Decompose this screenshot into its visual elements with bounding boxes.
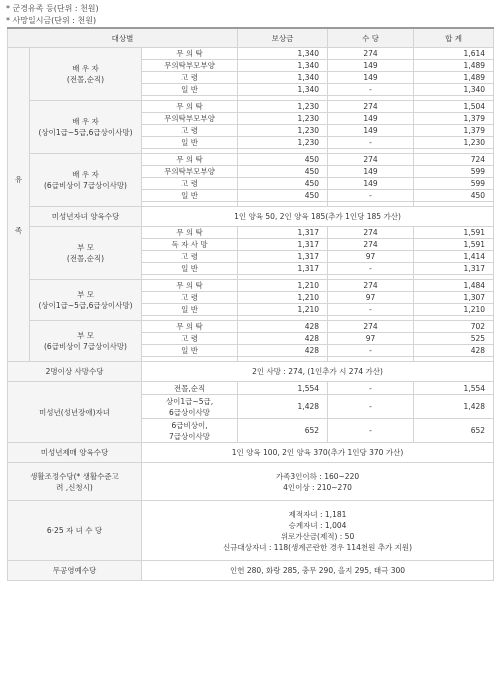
war625-row-value-line: 승계자녀 : 1,004 bbox=[288, 520, 347, 530]
sub-category-line: 7급상이사망 bbox=[169, 431, 211, 441]
header-allow: 수 당 bbox=[328, 28, 414, 48]
group-name-line: (6급비상이 7급상이사망) bbox=[44, 342, 127, 351]
header-target: 대상별 bbox=[8, 28, 238, 48]
comp-value: 1,230 bbox=[238, 113, 328, 125]
group-name-line: (전몰,순직) bbox=[66, 254, 105, 263]
total-value: 652 bbox=[414, 419, 494, 443]
allow-value: - bbox=[328, 304, 414, 316]
header-row bbox=[8, 28, 494, 48]
allow-value: - bbox=[328, 137, 414, 149]
allow-value: - bbox=[328, 345, 414, 357]
allow-value: 149 bbox=[328, 113, 414, 125]
two-plus-row bbox=[8, 362, 494, 382]
minor-allow-label: 미성년자녀 양육수당 bbox=[30, 207, 142, 227]
total-value: 599 bbox=[414, 166, 494, 178]
allow-value: 97 bbox=[328, 333, 414, 345]
pension-table bbox=[7, 27, 494, 581]
group-name-line: (전몰,순직) bbox=[66, 75, 105, 84]
sub-category: 고 령 bbox=[142, 333, 238, 345]
war625-row-value-line: 신규대상자녀 : 118(생계곤란한 경우 114천원 추가 지원) bbox=[223, 542, 412, 552]
comp-value: 450 bbox=[238, 190, 328, 202]
comp-value: 1,210 bbox=[238, 304, 328, 316]
sub-category: 독 자 사 망 bbox=[142, 239, 238, 251]
comp-value: 450 bbox=[238, 154, 328, 166]
allow-value: 274 bbox=[328, 321, 414, 333]
comp-value: 1,317 bbox=[238, 263, 328, 275]
header-total: 합 계 bbox=[414, 28, 494, 48]
comp-value: 428 bbox=[238, 333, 328, 345]
group-name-line: 부 모 bbox=[77, 243, 94, 252]
comp-value: 450 bbox=[238, 178, 328, 190]
sub-category: 고 령 bbox=[142, 292, 238, 304]
allow-value: 274 bbox=[328, 239, 414, 251]
sub-category: 일 반 bbox=[142, 84, 238, 96]
notes bbox=[6, 3, 99, 27]
table-row bbox=[8, 382, 494, 395]
total-value: 1,379 bbox=[414, 113, 494, 125]
comp-value: 652 bbox=[238, 419, 328, 443]
allow-value: 274 bbox=[328, 154, 414, 166]
total-value: 1,317 bbox=[414, 263, 494, 275]
allow-value: - bbox=[328, 395, 414, 419]
comp-value: 1,554 bbox=[238, 382, 328, 395]
group-name-line: 부 모 bbox=[77, 290, 94, 299]
table-row bbox=[8, 154, 494, 166]
sub-category: 고 령 bbox=[142, 251, 238, 263]
allow-value: 149 bbox=[328, 178, 414, 190]
side-label-yujok bbox=[8, 48, 30, 362]
total-value: 1,210 bbox=[414, 304, 494, 316]
group-name-line: (6급비상이 7급상이사망) bbox=[44, 181, 127, 190]
total-value: 1,484 bbox=[414, 280, 494, 292]
group-name bbox=[30, 280, 142, 321]
living-row-label-line: 생활조정수당(* 생활수준고 bbox=[30, 471, 119, 481]
allow-value: - bbox=[328, 190, 414, 202]
comp-value: 1,340 bbox=[238, 48, 328, 60]
two-plus-row-value: 2인 사망 : 274, (1인추가 시 274 가산) bbox=[142, 362, 494, 382]
total-value: 428 bbox=[414, 345, 494, 357]
comp-value: 1,230 bbox=[238, 101, 328, 113]
comp-value: 1,340 bbox=[238, 60, 328, 72]
total-value: 1,614 bbox=[414, 48, 494, 60]
comp-value: 428 bbox=[238, 345, 328, 357]
total-value: 599 bbox=[414, 178, 494, 190]
sub-category: 고 령 bbox=[142, 125, 238, 137]
sub-category: 일 반 bbox=[142, 304, 238, 316]
group-name-line: 부 모 bbox=[77, 331, 94, 340]
honor-row bbox=[8, 561, 494, 581]
sub-category: 무 의 탁 bbox=[142, 48, 238, 60]
total-value: 1,554 bbox=[414, 382, 494, 395]
total-value: 1,340 bbox=[414, 84, 494, 96]
minor-allow-value: 1인 양육 50, 2인 양육 185(추가 1인당 185 가산) bbox=[142, 207, 494, 227]
comp-value: 450 bbox=[238, 166, 328, 178]
sub-category: 일 반 bbox=[142, 345, 238, 357]
war625-row-label: 6·25 자 녀 수 당 bbox=[8, 501, 142, 561]
total-value: 1,504 bbox=[414, 101, 494, 113]
honor-row-value: 인헌 280, 화랑 285, 충무 290, 을지 295, 태극 300 bbox=[142, 561, 494, 581]
two-plus-row-label: 2명이상 사망수당 bbox=[8, 362, 142, 382]
sub-category bbox=[142, 419, 238, 443]
table-row bbox=[8, 101, 494, 113]
sibling-allow-row-label: 미성년제매 양육수당 bbox=[8, 443, 142, 463]
sibling-allow-row bbox=[8, 443, 494, 463]
minor-disabled-label: 미성년(성년장애)자녀 bbox=[8, 382, 142, 443]
total-value: 525 bbox=[414, 333, 494, 345]
total-value: 1,591 bbox=[414, 227, 494, 239]
sub-category: 무 의 탁 bbox=[142, 227, 238, 239]
allow-value: 149 bbox=[328, 72, 414, 84]
allow-value: 97 bbox=[328, 251, 414, 263]
allow-value: 274 bbox=[328, 280, 414, 292]
table-row bbox=[8, 280, 494, 292]
minor-allow-row bbox=[8, 207, 494, 227]
comp-value: 1,340 bbox=[238, 72, 328, 84]
sub-category-line: 6급상이사망 bbox=[169, 407, 211, 417]
group-name-line: 배 우 자 bbox=[72, 170, 99, 179]
group-name bbox=[30, 227, 142, 280]
allow-value: 274 bbox=[328, 227, 414, 239]
total-value: 450 bbox=[414, 190, 494, 202]
note-line: * 사망일시금(단위 : 천원) bbox=[6, 16, 97, 25]
sub-category: 무 의 탁 bbox=[142, 101, 238, 113]
sub-category: 무의탁부모부양 bbox=[142, 60, 238, 72]
group-name-line: (상이1급~5급,6급상이사망) bbox=[38, 301, 133, 310]
side-label-char: 유 bbox=[14, 174, 23, 184]
sub-category: 일 반 bbox=[142, 190, 238, 202]
war625-row bbox=[8, 501, 494, 561]
table-body bbox=[8, 48, 494, 581]
war625-row-value-line: 위로가산금(제적) : 50 bbox=[280, 531, 355, 541]
allow-value: 149 bbox=[328, 60, 414, 72]
sub-category bbox=[142, 395, 238, 419]
sub-category: 고 령 bbox=[142, 178, 238, 190]
living-row-value-line: 4인이상 : 210~270 bbox=[283, 482, 352, 492]
table-row bbox=[8, 48, 494, 60]
sibling-allow-row-value: 1인 양육 100, 2인 양육 370(추가 1인당 370 가산) bbox=[142, 443, 494, 463]
living-row-value bbox=[142, 463, 494, 501]
total-value: 702 bbox=[414, 321, 494, 333]
honor-row-label: 무공영예수당 bbox=[8, 561, 142, 581]
comp-value: 1,210 bbox=[238, 292, 328, 304]
allow-value: - bbox=[328, 382, 414, 395]
comp-value: 1,317 bbox=[238, 239, 328, 251]
total-value: 724 bbox=[414, 154, 494, 166]
sub-category: 일 반 bbox=[142, 263, 238, 275]
allow-value: - bbox=[328, 419, 414, 443]
allow-value: - bbox=[328, 263, 414, 275]
war625-row-value-line: 제적자녀 : 1,181 bbox=[288, 509, 347, 519]
table-row bbox=[8, 321, 494, 333]
note-line: * 군경유족 등(단위 : 천원) bbox=[6, 4, 99, 13]
total-value: 1,307 bbox=[414, 292, 494, 304]
allow-value: 149 bbox=[328, 166, 414, 178]
total-value: 1,489 bbox=[414, 60, 494, 72]
group-name bbox=[30, 48, 142, 101]
comp-value: 1,230 bbox=[238, 125, 328, 137]
table-row bbox=[8, 227, 494, 239]
sub-category-line: 상이1급~5급, bbox=[165, 396, 214, 406]
group-name-line: 배 우 자 bbox=[72, 64, 99, 73]
comp-value: 1,317 bbox=[238, 227, 328, 239]
living-row-label bbox=[8, 463, 142, 501]
allow-value: 274 bbox=[328, 101, 414, 113]
living-row-value-line: 가족3인이하 : 160~220 bbox=[275, 471, 360, 481]
comp-value: 1,317 bbox=[238, 251, 328, 263]
group-name bbox=[30, 321, 142, 362]
group-name-line: 배 우 자 bbox=[72, 117, 99, 126]
total-value: 1,379 bbox=[414, 125, 494, 137]
sub-category-line: 전몰,순직 bbox=[173, 383, 206, 393]
header-comp: 보상금 bbox=[238, 28, 328, 48]
group-name-line: (상이1급~5급,6급상이사망) bbox=[38, 128, 133, 137]
comp-value: 1,210 bbox=[238, 280, 328, 292]
total-value: 1,489 bbox=[414, 72, 494, 84]
sub-category: 무 의 탁 bbox=[142, 280, 238, 292]
sub-category: 일 반 bbox=[142, 137, 238, 149]
total-value: 1,230 bbox=[414, 137, 494, 149]
comp-value: 1,340 bbox=[238, 84, 328, 96]
sub-category: 무 의 탁 bbox=[142, 321, 238, 333]
living-row-label-line: 려 ,신청시) bbox=[56, 482, 93, 492]
sub-category: 고 령 bbox=[142, 72, 238, 84]
group-name bbox=[30, 154, 142, 207]
allow-value: - bbox=[328, 84, 414, 96]
sub-category: 무의탁부모부양 bbox=[142, 166, 238, 178]
sub-category-line: 6급비상이, bbox=[171, 420, 208, 430]
allow-value: 97 bbox=[328, 292, 414, 304]
total-value: 1,414 bbox=[414, 251, 494, 263]
living-row bbox=[8, 463, 494, 501]
comp-value: 1,428 bbox=[238, 395, 328, 419]
side-label-char: 족 bbox=[14, 225, 23, 235]
group-name bbox=[30, 101, 142, 154]
sub-category bbox=[142, 382, 238, 395]
total-value: 1,591 bbox=[414, 239, 494, 251]
war625-row-value bbox=[142, 501, 494, 561]
sub-category: 무 의 탁 bbox=[142, 154, 238, 166]
comp-value: 1,230 bbox=[238, 137, 328, 149]
allow-value: 274 bbox=[328, 48, 414, 60]
total-value: 1,428 bbox=[414, 395, 494, 419]
comp-value: 428 bbox=[238, 321, 328, 333]
sub-category: 무의탁부모부양 bbox=[142, 113, 238, 125]
allow-value: 149 bbox=[328, 125, 414, 137]
